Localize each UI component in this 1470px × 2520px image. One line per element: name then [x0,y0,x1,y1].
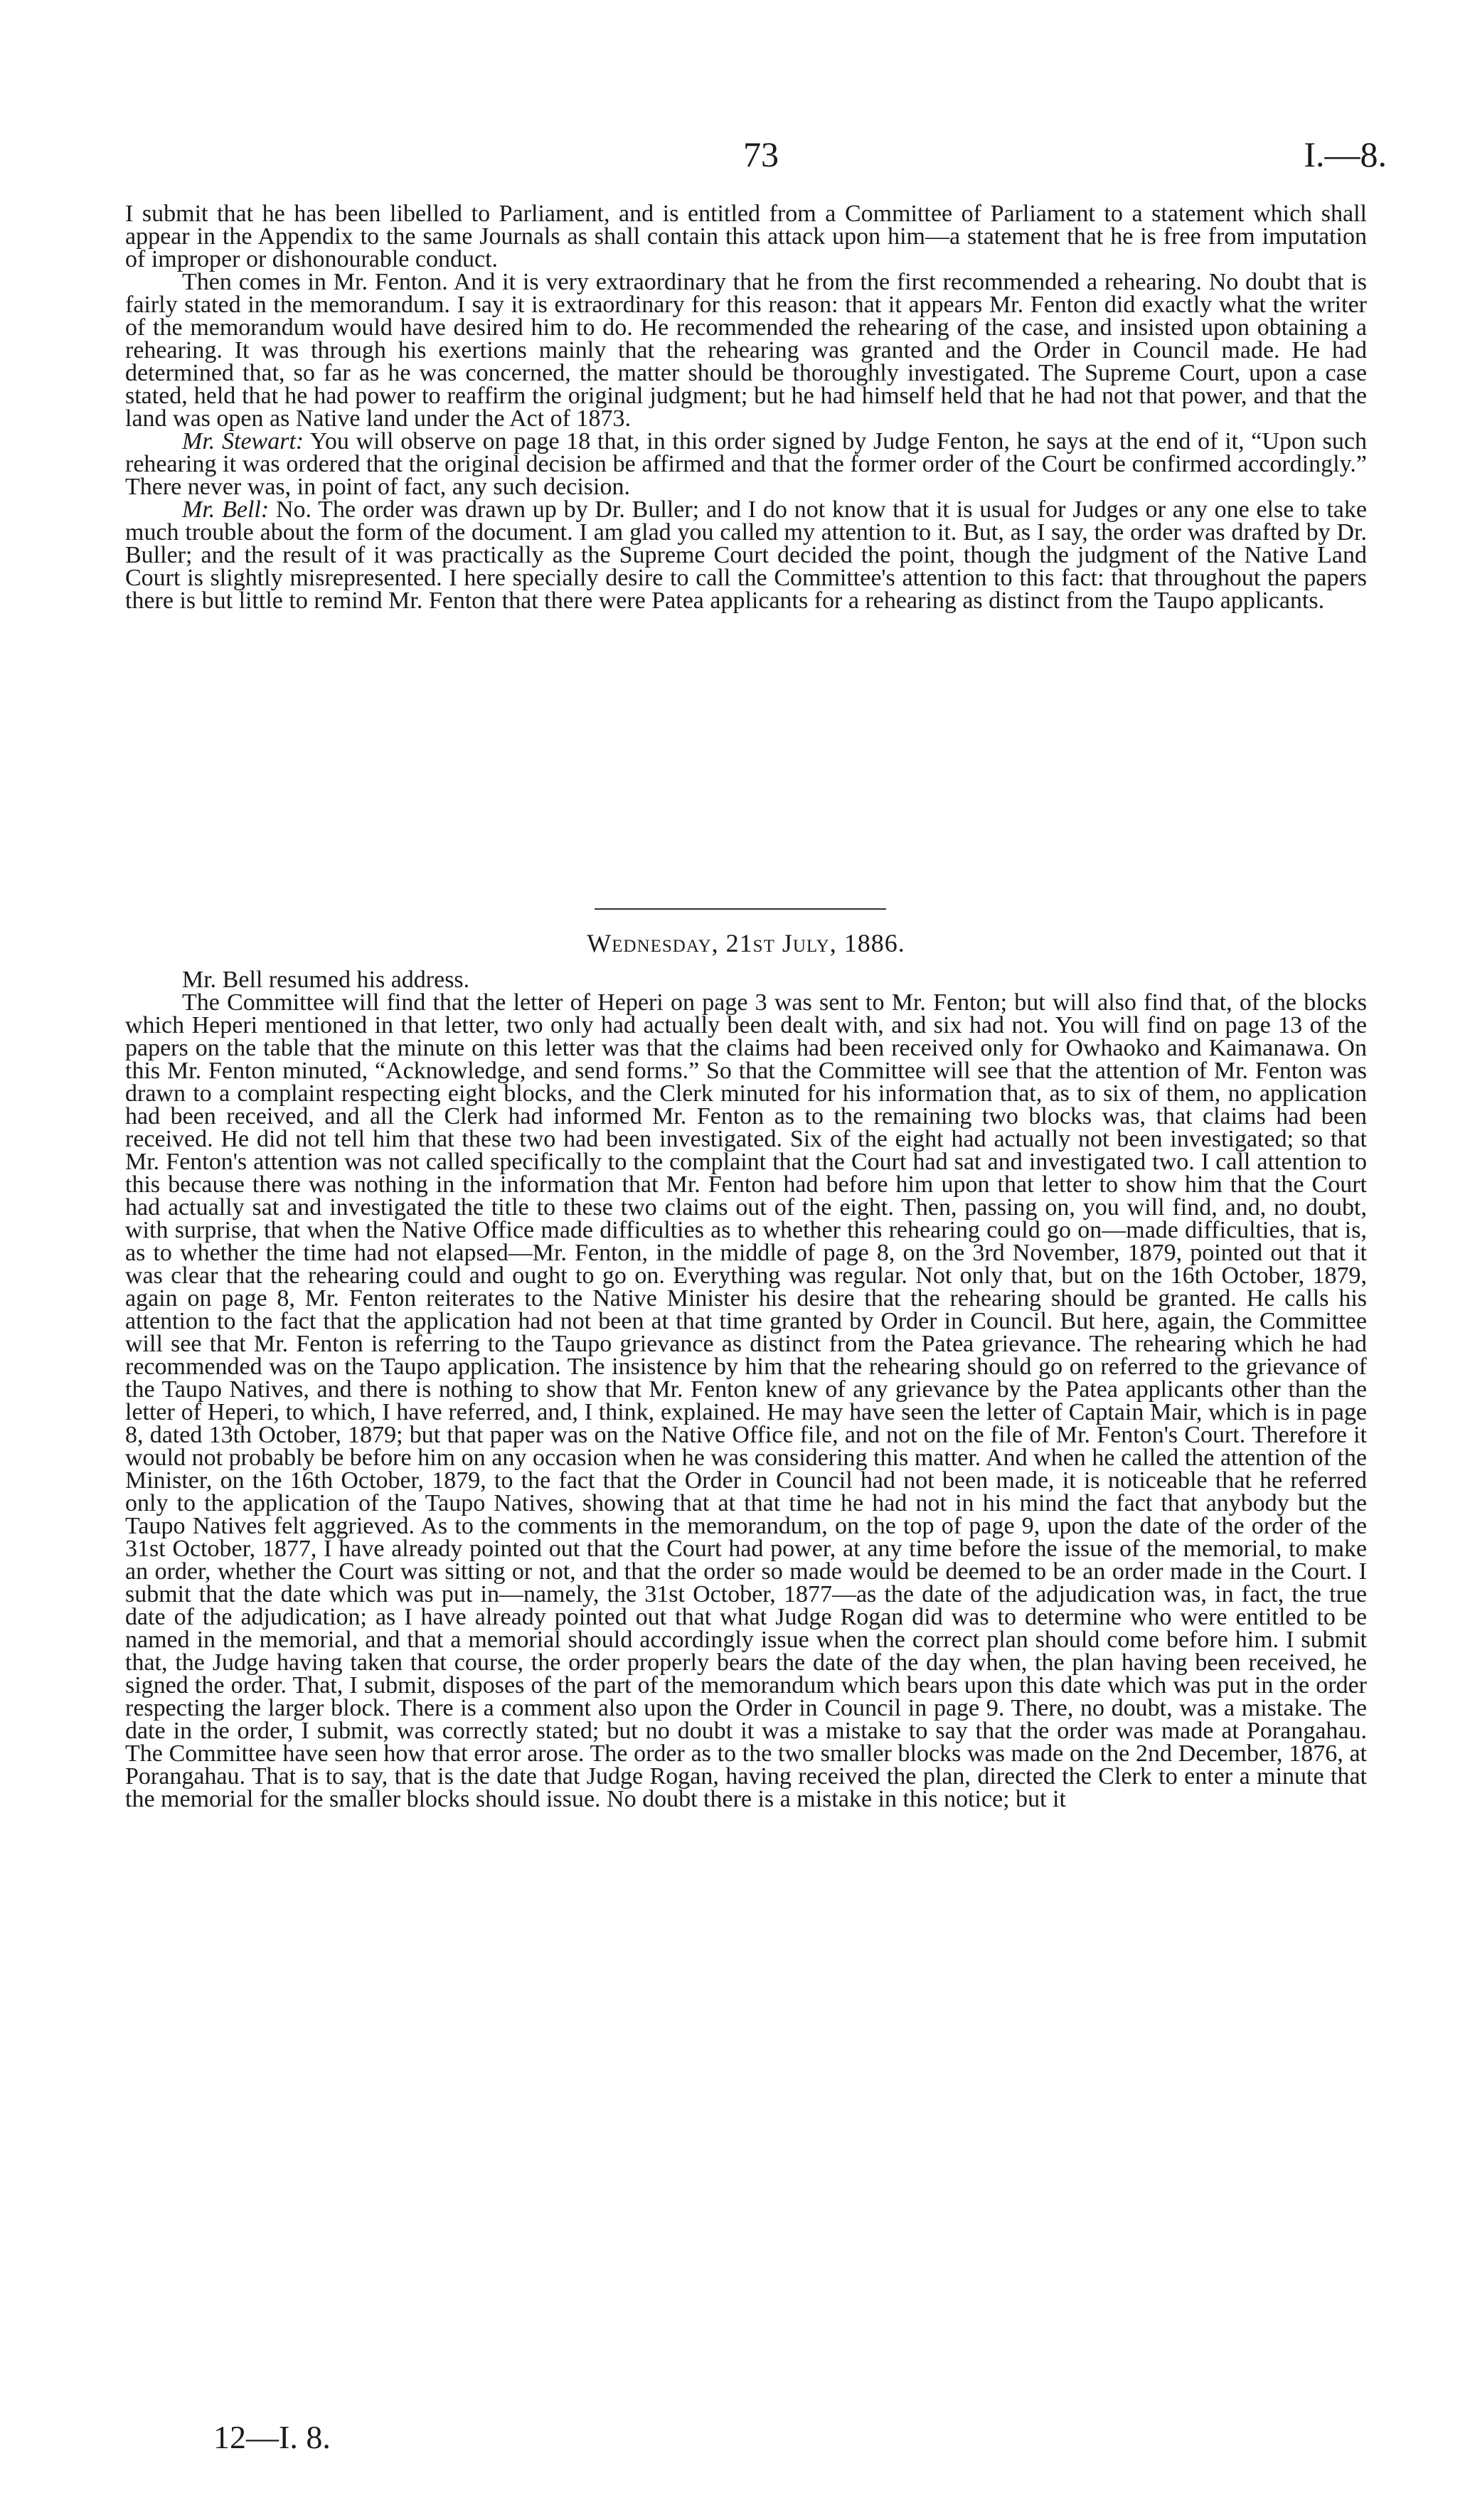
page-number: 73 [743,134,779,174]
stewart-text: You will observe on page 18 that, in this order signed by Judge Fenton, he says at the end of it, “Upon such rehearing it was ordered that the original decision be affirmed and that the former order of the Court be confirmed accordingly.” There never was, in point of fact, any such decision. [125,428,1368,500]
paragraph-heperi: The Committee will find that the letter of Heperi on page 3 was sent to Mr. Fenton; but will also find that, of the blocks which Heperi mentioned in that letter, two only had actually been dealt with, and six had not. You will find on page 13 of the papers on the table that the minute on this letter was that the claims had been received only for Owhaoko and Kaimanawa. On this Mr. Fenton minuted, “Acknowledge, and send forms.” So that the Committee will see that the attention of Mr. Fenton was drawn to a complaint respecting eight blocks, and the Clerk minuted for his information that, as to six of them, no application had been received, and all the Clerk had informed Mr. Fenton as to the remaining two blocks was, that claims had been received. He did not tell him that these two had been investigated. Six of the eight had actually not been investigated; so that Mr. Fenton's attention was not called specifically to the complaint that the Court had sat and investigated two. I call attention to this because there was nothing in the information that Mr. Fenton had before him upon that letter to show him that the Court had actually sat and investigated the title to these two claims out of the eight. Then, passing on, you will find, and, no doubt, with surprise, that when the Native Office made difficulties as to whether this rehearing could go on—made difficulties, that is, as to whether the time had not elapsed—Mr. Fenton, in the middle of page 8, on the 3rd November, 1879, pointed out that it was clear that the rehearing could and ought to go on. Everything was regular. Not only that, but on the 16th October, 1879, again on page 8, Mr. Fenton reiterates to the Native Minister his desire that the rehearing should be granted. He calls his attention to the fact that the application had not been at that time granted by Order in Council. But here, again, the Committee will see that Mr. Fenton is referring to the Taupo grievance as distinct from the Patea grievance. The rehearing which he had recommended was on the Taupo application. The insistence by him that the rehearing should go on referred to the grievance of the Taupo Natives, and there is nothing to show that Mr. Fenton knew of any grievance by the Patea applicants other than the letter of Heperi, to which, I have referred, and, I think, explained. He may have seen the letter of Captain Mair, which is in page 8, dated 13th October, 1879; but that paper was on the Native Office file, and not on the file of Mr. Fenton's Court. Therefore it would not probably be before him on any occasion when he was considering this matter. And when he called the attention of the Minister, on the 16th October, 1879, to the fact that the Order in Council had not been made, it is noticeable that he referred only to the application of the Taupo Natives, showing that at that time he had not in his mind the fact that anybody but the Taupo Natives felt aggrieved. As to the comments in the memorandum, on the top of page 9, upon the date of the order of the 31st October, 1877, I have already pointed out that the Court had power, at any time before the issue of the memorial, to make an order, whether the Court was sitting or not, and that the order so made would be deemed to be an order made in the Court. I submit that the date which was put in—namely, the 31st October, 1877—as the date of the adjudication was, in fact, the true date of the adjudication; as I have already pointed out that what Judge Rogan did was to determine who were entitled to be named in the memorial, and that a memorial should accordingly issue when the correct plan should come before him. I submit that, the Judge having taken that course, the order properly bears the date of the day when, the plan having been received, he signed the order. That, I submit, disposes of the part of the memorandum which bears upon this date which was put in the order respecting the larger block. There is a comment also upon the Order in Council in page 9. There, no doubt, was a mistake. The date in the order, I submit, was correctly stated; but no doubt it was a mistake to say that the order was made at Porangahau. The Committee have seen how that error arose. The order as to the two smaller blocks was made on the 2nd December, 1876, at Porangahau. That is to say, that is the date that Judge Rogan, having received the plan, directed the Clerk to enter a minute that the memorial for the smaller blocks should issue. No doubt there is a mistake in this notice; but it [125,989,1367,1812]
speaker-bell: Mr. Bell: [182,496,270,523]
section-one [125,203,1367,612]
paragraph-bell [125,496,1367,614]
footer-signature: 12—I. 8. [213,2419,331,2455]
section-divider [595,908,886,910]
bell-text: No. The order was drawn up by Dr. Buller; and I do not know that it is usual for Judges or any one else to take much trouble about the form of the document. I am glad you called my attention to it. But, as I say, the order was drafted by Dr. Buller; and the result of it was practically as the Supreme Court decided the point, though the judgment of the Native Land Court is slightly misrepresented. I here specially desire to call the Committee's attention to this fact: that throughout the papers there is but little to remind Mr. Fenton that there were Patea applicants for a rehearing as distinct from the Taupo applicants. [125,496,1367,614]
paragraph-stewart [125,430,1367,499]
speaker-stewart: Mr. Stewart: [182,428,304,454]
paragraph-resumed: Mr. Bell resumed his address. [182,967,470,993]
paragraph-fenton: Then comes in Mr. Fenton. And it is very extraordinary that he from the first recommended a rehearing. No doubt that is fairly stated in the memorandum. I say it is extraordinary for this reason: that it appears Mr. Fenton did exactly what the writer of the memorandum would have desired him to do. He recommended the rehearing of the case, and insisted upon obtaining a rehearing. It was through his exertions mainly that the rehearing was granted and the Order in Council made. He had determined that, so far as he was concerned, the matter should be thoroughly investigated. The Supreme Court, upon a case stated, held that he had power to reaffirm the original judgment; but he had himself held that he had not that power, and that the land was open as Native land under the Act of 1873. [125,269,1367,432]
paragraph-libel: I submit that he has been libelled to Parliament, and is entitled from a Committee of Parliament to a statement which shall appear in the Appendix to the same Journals as shall contain this attack upon him—a statement that he is free from imputation of improper or dishonourable conduct. [125,201,1367,272]
document-reference: I.—8. [1304,134,1387,174]
date-heading: Wednesday, 21st July, 1886. [587,929,905,957]
section-two [125,969,1367,1811]
